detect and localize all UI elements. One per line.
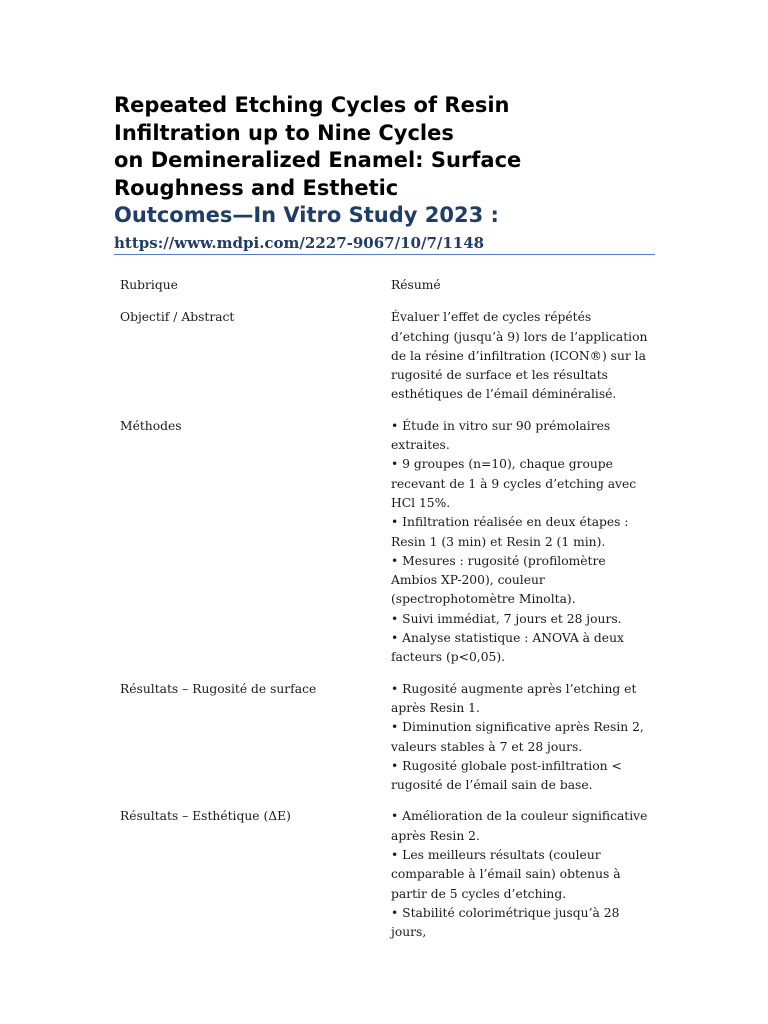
table-row [120,417,660,668]
content-line: • Les meilleurs résultats (couleur comparable à l’émail sain) obtenus à partir de 5 cycles d’etching. [391,848,621,901]
table-row [120,807,660,942]
content-line: • Étude in vitro sur 90 prémolaires extraites. [391,418,611,453]
summary-table [120,276,660,943]
content-line: Évaluer l’effet de cycles répétés d’etching (jusqu’à 9) lors de l’application de la résine d’infiltration (ICON®) sur la rugosité de surface et les résultats esthétiques de l’émail déminéralisé. [391,310,648,402]
title-accent-line: Outcomes—In Vitro Study 2023 : [114,203,499,227]
title-divider [114,254,655,255]
content-line: • Stabilité colorimétrique jusqu’à 28 jours, [391,905,620,940]
content-line: • 9 groupes (n=10), chaque groupe recevant de 1 à 9 cycles d’etching avec HCl 15%. [391,457,637,510]
content-line: • Suivi immédiat, 7 jours et 28 jours. [391,611,622,626]
content-line: • Infiltration réalisée en deux étapes : Resin 1 (3 min) et Resin 2 (1 min). [391,515,629,549]
row-content [391,417,649,668]
content-line: • Mesures : rugosité (profilomètre Ambios XP-200), couleur (spectrophotomètre Minolta). [391,553,606,607]
title-line: on Demineralized Enamel: Surface [114,148,522,172]
table-row [120,680,660,796]
title-line: Infiltration up to Nine Cycles [114,120,454,145]
content-line: • Analyse statistique : ANOVA à deux facteurs (p<0,05). [391,631,624,665]
row-label: Résultats – Esthétique (ΔE) [120,809,291,824]
content-line: • Amélioration de la couleur significative après Resin 2. [391,809,648,843]
content-line: • Rugosité augmente après l’etching et après Resin 1. [391,681,637,715]
row-content [391,807,649,942]
row-content [391,680,649,796]
header-rubrique: Rubrique [120,278,178,292]
header-resume: Résumé [391,278,441,292]
row-label: Objectif / Abstract [120,310,235,325]
table-header-row [120,276,660,295]
content-line: • Diminution significative après Resin 2, valeurs stables à 7 et 28 jours. [391,720,644,754]
article-link[interactable]: https://www.mdpi.com/2227-9067/10/7/1148 [114,233,485,252]
document-title [114,92,674,253]
row-label: Méthodes [120,418,182,433]
row-content [391,308,649,404]
content-line: • Rugosité globale post-infiltration < rugosité de l’émail sain de base. [391,758,622,793]
title-line: Roughness and Esthetic [114,175,399,200]
row-label: Résultats – Rugosité de surface [120,681,317,696]
title-line: Repeated Etching Cycles of Resin [114,93,510,117]
table-row [120,308,660,404]
